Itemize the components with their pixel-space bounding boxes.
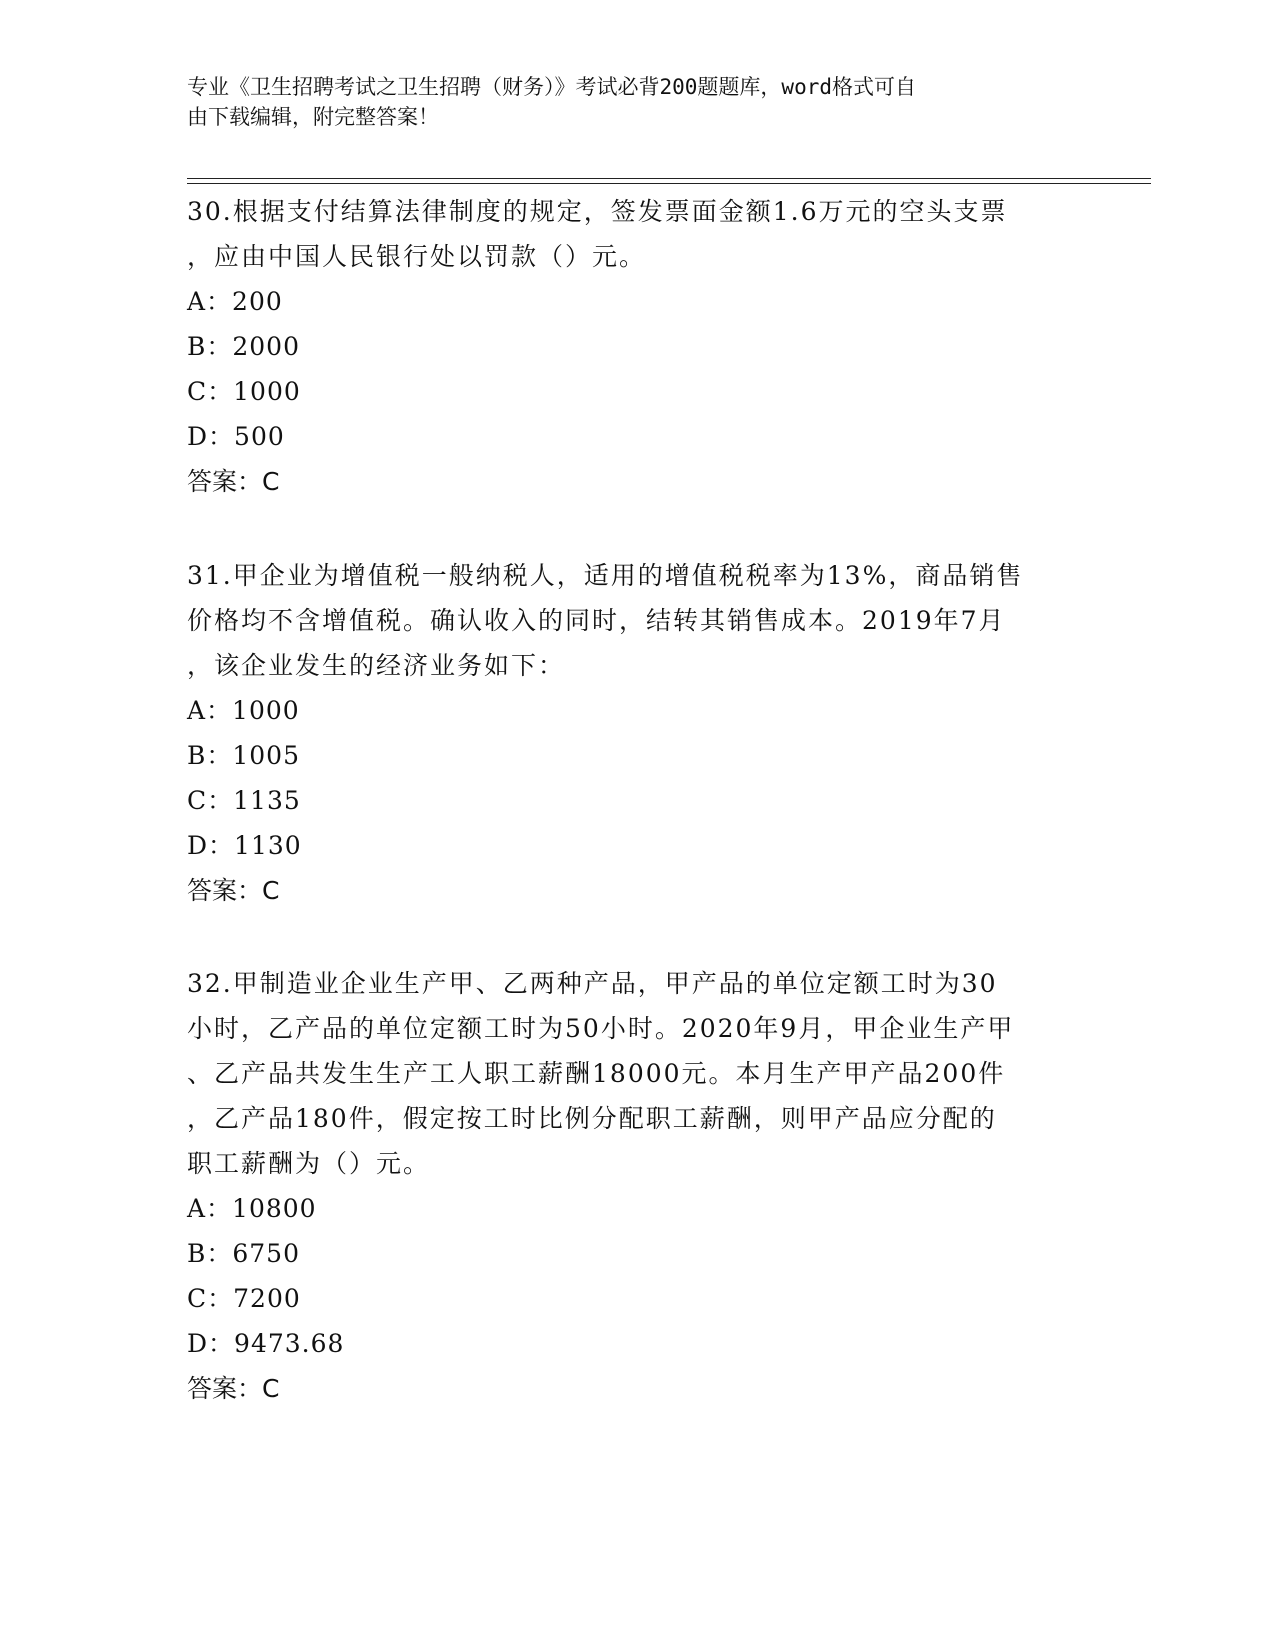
document-header — [187, 72, 1067, 132]
question-text-line: 30.根据支付结算法律制度的规定，签发票面金额1.6万元的空头支票 — [187, 197, 1008, 226]
answer: 答案：C — [187, 876, 280, 905]
answer: 答案：C — [187, 467, 280, 496]
question-31 — [187, 553, 1087, 913]
option-b: B：2000 — [187, 332, 300, 361]
option-d: D：500 — [187, 422, 285, 451]
option-b: B：6750 — [187, 1239, 300, 1268]
question-text — [187, 961, 1087, 1186]
option-c: C：7200 — [187, 1284, 301, 1313]
option-a: A：10800 — [187, 1194, 317, 1223]
question-text-line: 小时，乙产品的单位定额工时为50小时。2020年9月，甲企业生产甲 — [187, 1014, 1015, 1043]
question-text — [187, 553, 1087, 688]
question-text-line: 31.甲企业为增值税一般纳税人，适用的增值税税率为13%，商品销售 — [187, 561, 1024, 590]
question-text — [187, 189, 1087, 279]
question-30 — [187, 189, 1087, 504]
question-text-line: 32.甲制造业企业生产甲、乙两种产品，甲产品的单位定额工时为30 — [187, 969, 998, 998]
header-line-1: 专业《卫生招聘考试之卫生招聘（财务）》考试必背200题题库，word格式可自 — [187, 75, 916, 99]
question-text-line: 价格均不含增值税。确认收入的同时，结转其销售成本。2019年7月 — [187, 606, 1006, 635]
option-a: A：1000 — [187, 696, 300, 725]
question-text-line: ，乙产品180件，假定按工时比例分配职工薪酬，则甲产品应分配的 — [187, 1104, 997, 1133]
option-d: D：1130 — [187, 831, 302, 860]
option-c: C：1135 — [187, 786, 301, 815]
question-text-line: ，该企业发生的经济业务如下： — [187, 651, 566, 680]
question-text-line: 、乙产品共发生生产工人职工薪酬18000元。本月生产甲产品200件 — [187, 1059, 1006, 1088]
option-d: D：9473.68 — [187, 1329, 345, 1358]
question-text-line: 职工薪酬为（）元。 — [187, 1149, 431, 1178]
option-c: C：1000 — [187, 377, 301, 406]
header-divider-bottom — [187, 183, 1151, 184]
answer: 答案：C — [187, 1374, 280, 1403]
header-divider-top — [187, 178, 1151, 179]
option-a: A：200 — [187, 287, 283, 316]
option-b: B：1005 — [187, 741, 300, 770]
header-line-2: 由下载编辑，附完整答案！ — [187, 105, 439, 129]
question-text-line: ，应由中国人民银行处以罚款（）元。 — [187, 242, 647, 271]
question-32 — [187, 961, 1087, 1411]
